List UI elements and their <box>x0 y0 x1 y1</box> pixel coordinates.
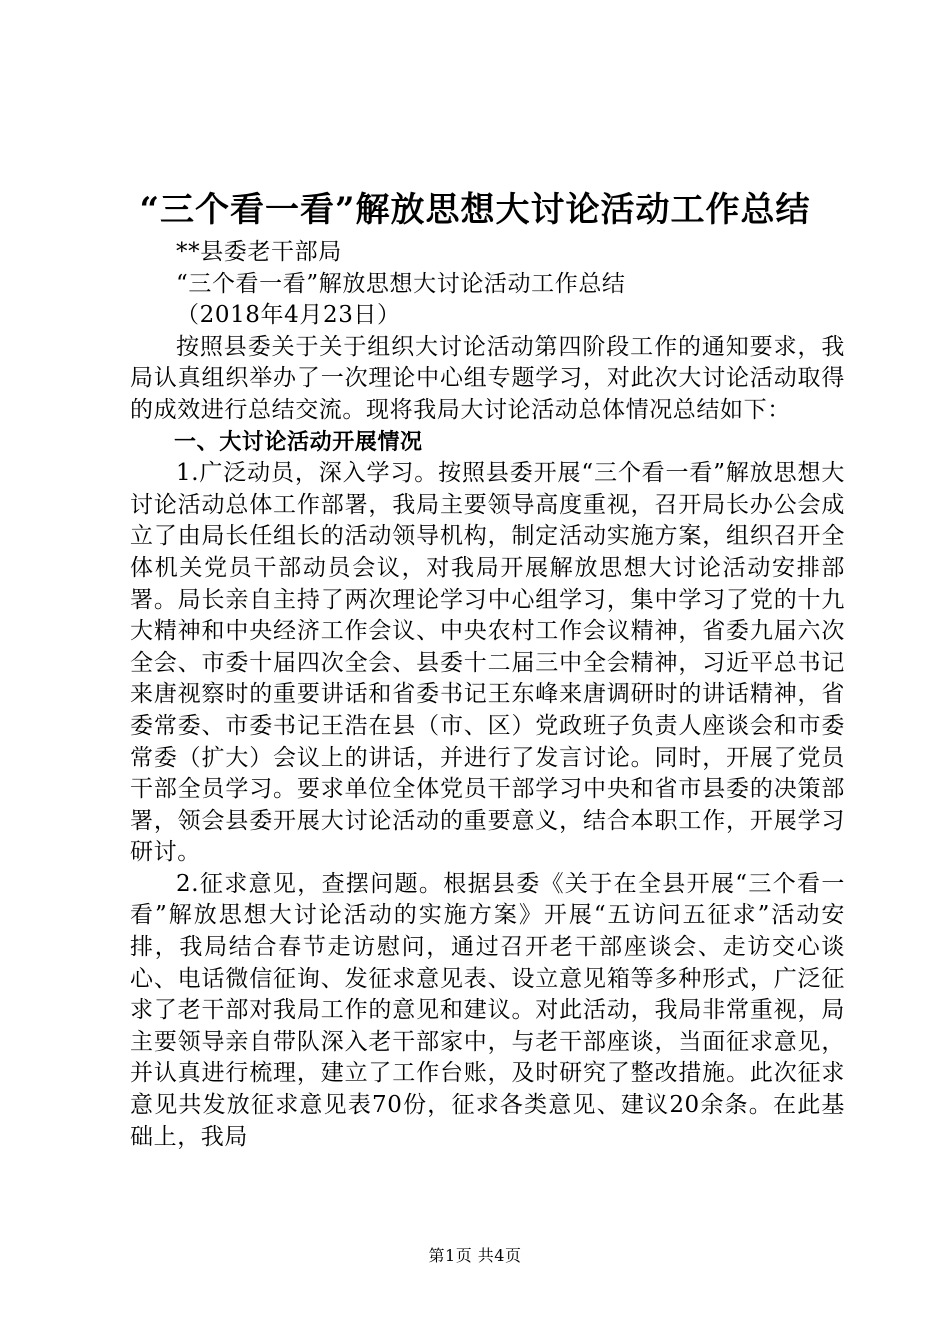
subtitle-line: “三个看一看”解放思想大讨论活动工作总结 <box>176 270 626 297</box>
document-title: “三个看一看”解放思想大讨论活动工作总结 <box>139 190 811 230</box>
issuer-line: **县委老干部局 <box>176 239 342 265</box>
page-footer: 第1页 共4页 <box>428 1246 522 1265</box>
section-heading: 一、大讨论活动开展情况 <box>174 429 423 455</box>
body-paragraph: 1.广泛动员，深入学习。按照县委开展“三个看一看”解放思想大讨论活动总体工作部署，我局主要领导高度重视，召开局长办公会成立了由局长任组长的活动领导机构，制定活动实施方案，组织召开全体机关党员干部动员会议，对我局开展解放思想大讨论活动安排部署。局长亲自主持了两次理论学习中心组学习，集中学习了党的十九大精神和中央经济工作会议、中央农村工作会议精神，省委九届六次全会、市委十届四次全会、县委十二届三中全会精神，习近平总书记来唐视察时的重要讲话和省委书记王东峰来唐调研时的讲话精神，省委常委、市委书记王浩在县（市、区）党政班子负责人座谈会和市委常委（扩大）会议上的讲话，并进行了发言讨论。同时，开展了党员干部全员学习。要求单位全体党员干部学习中央和省市县委的决策部署，领会县委开展大讨论活动的重要意义，结合本职工作，开展学习研讨。 <box>130 460 845 866</box>
body-paragraph: 2.征求意见，查摆问题。根据县委《关于在全县开展“三个看一看”解放思想大讨论活动的实施方案》开展“五访问五征求”活动安排，我局结合春节走访慰问，通过召开老干部座谈会、走访交心谈心、电话微信征询、发征求意见表、设立意见箱等多种形式，广泛征求了老干部对我局工作的意见和建议。对此活动，我局非常重视，局主要领导亲自带队深入老干部家中，与老干部座谈，当面征求意见，并认真进行梳理，建立了工作台账，及时研究了整改措施。此次征求意见共发放征求意见表70份，征求各类意见、建议20余条。在此基础上，我局 <box>130 870 845 1150</box>
date-line: （2018年4月23日） <box>176 302 401 329</box>
intro-paragraph: 按照县委关于关于组织大讨论活动第四阶段工作的通知要求，我局认真组织举办了一次理论中心组专题学习，对此次大讨论活动取得的成效进行总结交流。现将我局大讨论活动总体情况总结如下： <box>130 333 845 423</box>
document-body <box>130 237 845 1153</box>
